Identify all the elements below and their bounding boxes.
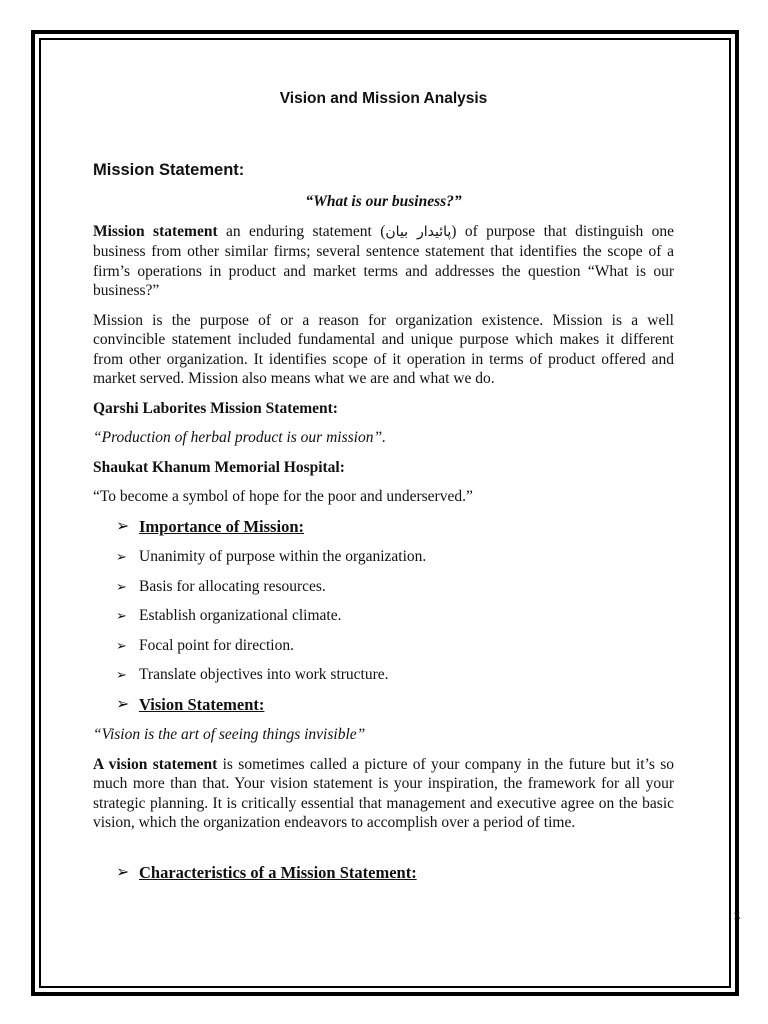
list-item: [93, 636, 674, 656]
qarshi-quote: “Production of herbal product is our mission”.: [93, 429, 386, 446]
mission-definition-urdu: پائیدار بیان: [385, 223, 452, 240]
qarshi-heading: Qarshi Laborites Mission Statement:: [93, 399, 338, 417]
skm-quote: “To become a symbol of hope for the poor and underserved.”: [93, 488, 473, 505]
bullet-arrow-icon: ➢: [116, 667, 127, 682]
page-title: Vision and Mission Analysis: [279, 90, 488, 107]
mission-definition-lead: Mission statement: [93, 222, 218, 240]
characteristics-list: [93, 863, 674, 884]
document-page: [93, 84, 674, 883]
bullet-arrow-icon: ➢: [116, 549, 127, 564]
skm-heading: Shaukat Khanum Memorial Hospital:: [93, 458, 345, 476]
vision-heading-item: [93, 695, 674, 716]
vision-heading: Vision Statement:: [139, 694, 265, 714]
list-item-text: Translate objectives into work structure.: [139, 666, 389, 683]
importance-heading: Importance of Mission:: [139, 516, 304, 536]
page-number: z: [734, 908, 741, 923]
importance-heading-item: [93, 517, 674, 538]
bullet-arrow-icon: ➢: [116, 637, 127, 653]
list-item-text: Establish organizational climate.: [139, 607, 342, 624]
list-item: [93, 547, 674, 567]
mission-definition: [93, 222, 674, 301]
mission-heading: Mission Statement:: [93, 160, 245, 179]
characteristics-heading: Characteristics of a Mission Statement:: [139, 862, 417, 882]
bullet-arrow-icon: ➢: [116, 863, 130, 881]
list-item: [93, 665, 674, 685]
list-item: [93, 606, 674, 626]
characteristics-heading-item: [93, 863, 674, 884]
bullet-arrow-icon: ➢: [116, 608, 127, 623]
list-item-text: Focal point for direction.: [139, 636, 294, 654]
mission-definition-text-b: ) of purpose that distinguish one business from other similar firms; several sentence statement that identifies the scope of a firm’s operations in product and market terms and addresses the question “What is our business?”: [93, 222, 674, 299]
mission-paragraph: Mission is the purpose of or a reason for organization existence. Mission is a well convincible statement included fundamental and unique purpose which makes it different from other organization. It identifies scope of it operation in terms of product offered and market served. Mission also means what we are and what we do.: [93, 311, 674, 387]
bullet-arrow-icon: ➢: [116, 517, 130, 535]
list-item-text: Basis for allocating resources.: [139, 577, 326, 595]
list-item: [93, 577, 674, 597]
vision-definition: [93, 755, 674, 833]
bullet-arrow-icon: ➢: [116, 695, 130, 713]
vision-definition-lead: A vision statement: [93, 755, 218, 773]
mission-definition-text-a: an enduring statement (: [217, 222, 386, 240]
mission-question: “What is our business?”: [305, 193, 462, 210]
vision-definition-text: is sometimes called a picture of your company in the future but it’s so much more than that. Your vision statement is your inspiration, the framework for all your strategic planning. It is critically essential that management and executive agree on the basic vision, which the organization endeavors to accomplish over a period of time.: [93, 755, 675, 831]
vision-quote: “Vision is the art of seeing things invisible”: [93, 726, 366, 743]
bullet-arrow-icon: ➢: [116, 578, 127, 594]
importance-list: [93, 517, 674, 716]
list-item-text: Unanimity of purpose within the organization.: [139, 548, 427, 565]
